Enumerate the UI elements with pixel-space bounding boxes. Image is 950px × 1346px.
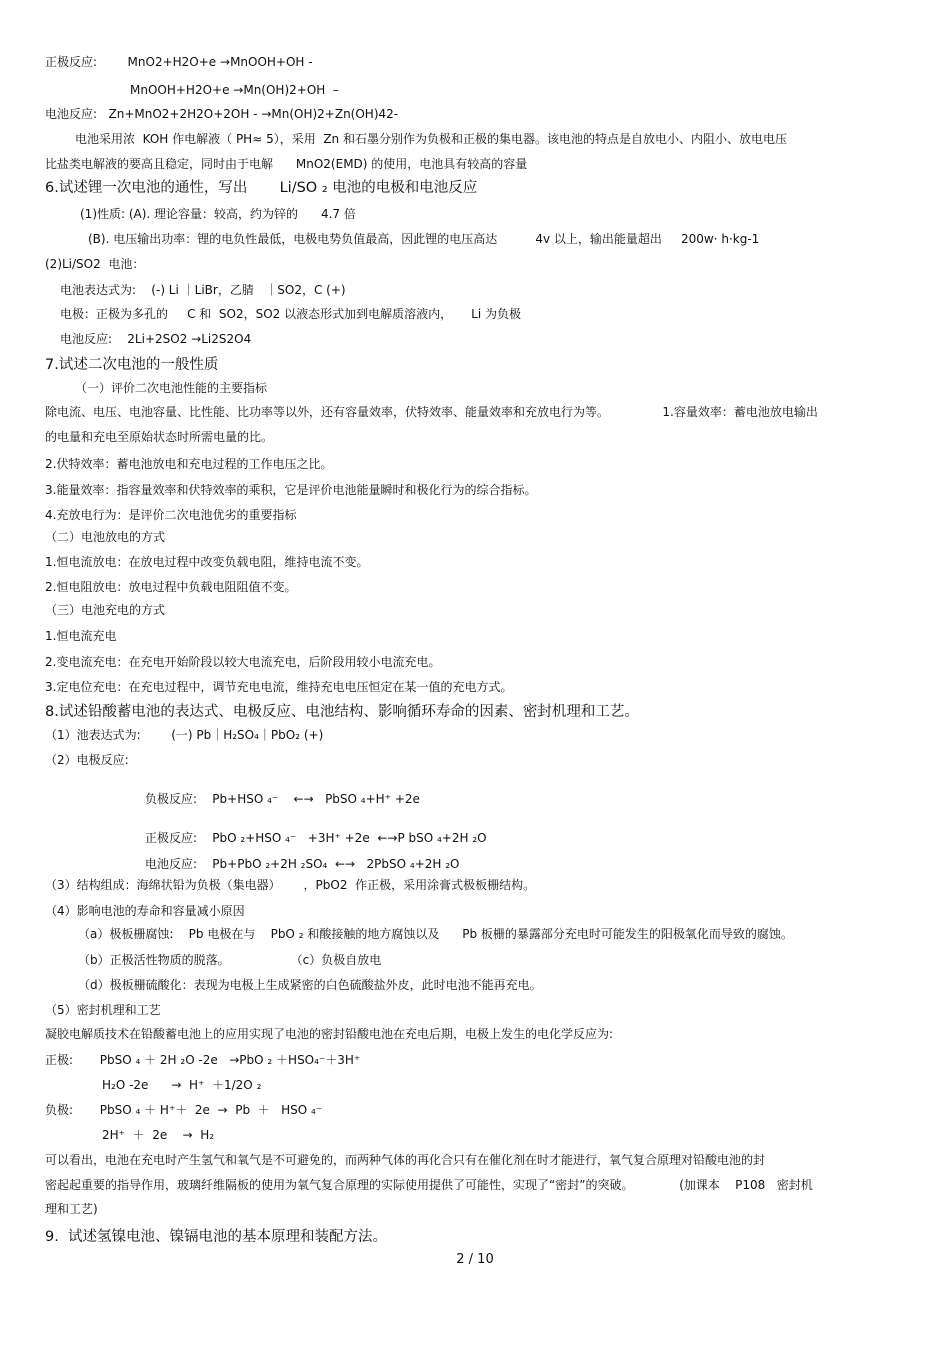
line-5: 比盐类电解液的要高且稳定，同时由于电解 MnO2(EMD) 的使用，电池具有较高的容量 xyxy=(45,157,528,171)
line-38: （5）密封机理和工艺 xyxy=(45,1003,161,1017)
line-21: 1.恒电流放电：在放电过程中改变负载电阻，维持电流不变。 xyxy=(45,555,369,569)
line-22: 2.恒电阻放电：放电过程中负载电阻阻值不变。 xyxy=(45,580,297,594)
line-39: 凝胶电解质技术在铅酸蓄电池上的应用实现了电池的密封铅酸电池在充电后期，电极上发生的电化学反应为: xyxy=(45,1027,614,1041)
line-35: （a）极板栅腐蚀: Pb 电极在与 PbO ₂ 和酸接触的地方腐蚀以及 Pb 板栅的暴露部分充电时可能发生的阳极氧化而导致的腐蚀。 xyxy=(78,927,793,941)
line-20: （二）电池放电的方式 xyxy=(45,530,166,544)
line-28: （1）池表达式为: (一) Pb｜H₂SO₄｜PbO₂ (+) xyxy=(45,728,324,742)
line-26: 3.定电位充电：在充电过程中，调节充电电流，维持充电电压恒定在某一值的充电方式。 xyxy=(45,680,513,694)
line-12: 电池反应: 2Li+2SO2 →Li2S2O4 xyxy=(60,332,252,346)
line-37: （d）极板栅硫酸化：表现为电极上生成紧密的白色硫酸盐外皮，此时电池不能再充电。 xyxy=(78,978,542,992)
line-18: 3.能量效率：指容量效率和伏特效率的乘积，它是评价电池能量瞬时和极化行为的综合指标。 xyxy=(45,483,537,497)
section-heading-6: 6.试述锂一次电池的通性，写出 Li/SO ₂ 电池的电极和电池反应 xyxy=(45,180,478,196)
line-3: 电池反应: Zn+MnO2+2H2O+2OH - →Mn(OH)2+Zn(OH)42- xyxy=(45,107,399,121)
line-10: 电池表达式为: (-) Li ｜LiBr，乙腈 ｜SO2，C (+) xyxy=(60,283,346,297)
line-19: 4.充放电行为：是评价二次电池优劣的重要指标 xyxy=(45,508,297,522)
page-number: 2 / 10 xyxy=(456,1252,494,1267)
line-1: 正极反应: MnO2+H2O+e →MnOOH+OH - xyxy=(45,55,313,69)
line-45: 密起起重要的指导作用，玻璃纤维隔板的使用为氧气复合原理的实际使用提供了可能性，实现了“密封”的突破。 (加课本 P108 密封机 xyxy=(45,1178,813,1192)
line-17: 2.伏特效率：蓄电池放电和充电过程的工作电压之比。 xyxy=(45,457,333,471)
section-heading-7: 7.试述二次电池的一般性质 xyxy=(45,357,219,373)
line-15: 除电流、电压、电池容量、比性能、比功率等以外，还有容量效率，伏特效率、能量效率和充放电行为等。 1.容量效率：蓄电池放电输出 xyxy=(45,405,818,419)
line-31: 正极反应: PbO ₂+HSO ₄⁻ +3H⁺ +2e ←→P bSO ₄+2H ₂O xyxy=(145,831,487,845)
line-11: 电极：正极为多孔的 C 和 SO2，SO2 以液态形式加到电解质溶液内， Li 为负极 xyxy=(60,307,522,321)
line-46: 理和工艺) xyxy=(45,1202,98,1216)
line-16: 的电量和充电至原始状态时所需电量的比。 xyxy=(45,430,274,444)
line-34: （4）影响电池的寿命和容量减小原因 xyxy=(45,904,245,918)
section-heading-9: 9. 试述氢镍电池、镍镉电池的基本原理和装配方法。 xyxy=(45,1229,388,1245)
line-25: 2.变电流充电：在充电开始阶段以较大电流充电，后阶段用较小电流充电。 xyxy=(45,655,441,669)
line-41: H₂O -2e → H⁺ ＋1/2O ₂ xyxy=(102,1078,262,1092)
line-23: （三）电池充电的方式 xyxy=(45,603,166,617)
line-9: (2)Li/SO2 电池： xyxy=(45,257,145,271)
line-30: 负极反应: Pb+HSO ₄⁻ ←→ PbSO ₄+H⁺ +2e xyxy=(145,792,420,806)
section-heading-8: 8.试述铅酸蓄电池的表达式、电极反应、电池结构、影响循环寿命的因素、密封机理和工艺。 xyxy=(45,704,639,720)
line-2: MnOOH+H2O+e →Mn(OH)2+OH – xyxy=(130,83,339,97)
line-29: （2）电极反应: xyxy=(45,753,129,767)
line-36: （b）正极活性物质的脱落。 （c）负极自放电 xyxy=(78,953,382,967)
line-7: (1)性质: (A). 理论容量：较高，约为锌的 4.7 倍 xyxy=(80,207,356,221)
line-32: 电池反应: Pb+PbO ₂+2H ₂SO₄ ←→ 2PbSO ₄+2H ₂O xyxy=(145,857,460,871)
line-4: 电池采用浓 KOH 作电解液（ PH≈ 5），采用 Zn 和石墨分别作为负极和正极的集电器。该电池的特点是自放电小、内阻小、放电电压 xyxy=(75,132,787,146)
line-24: 1.恒电流充电 xyxy=(45,629,117,643)
line-40: 正极: PbSO ₄ ＋ 2H ₂O -2e →PbO ₂ ＋HSO₄⁻＋3H⁺ xyxy=(45,1053,361,1067)
line-44: 可以看出，电池在充电时产生氢气和氧气是不可避免的，而两种气体的再化合只有在催化剂在时才能进行，氧气复合原理对铅酸电池的封 xyxy=(45,1153,766,1167)
line-33: （3）结构组成：海绵状铅为负极（集电器） ，PbO2 作正极，采用涂膏式极板栅结构。 xyxy=(45,878,536,892)
line-42: 负极: PbSO ₄ ＋ H⁺＋ 2e → Pb ＋ HSO ₄⁻ xyxy=(45,1103,323,1117)
line-14: （一）评价二次电池性能的主要指标 xyxy=(75,381,268,395)
line-43: 2H⁺ ＋ 2e → H₂ xyxy=(102,1128,215,1142)
line-8: (B). 电压输出功率：锂的电负性最低，电极电势负值最高，因此锂的电压高达 4v 以上，输出能量超出 200w· h·kg-1 xyxy=(88,232,760,246)
